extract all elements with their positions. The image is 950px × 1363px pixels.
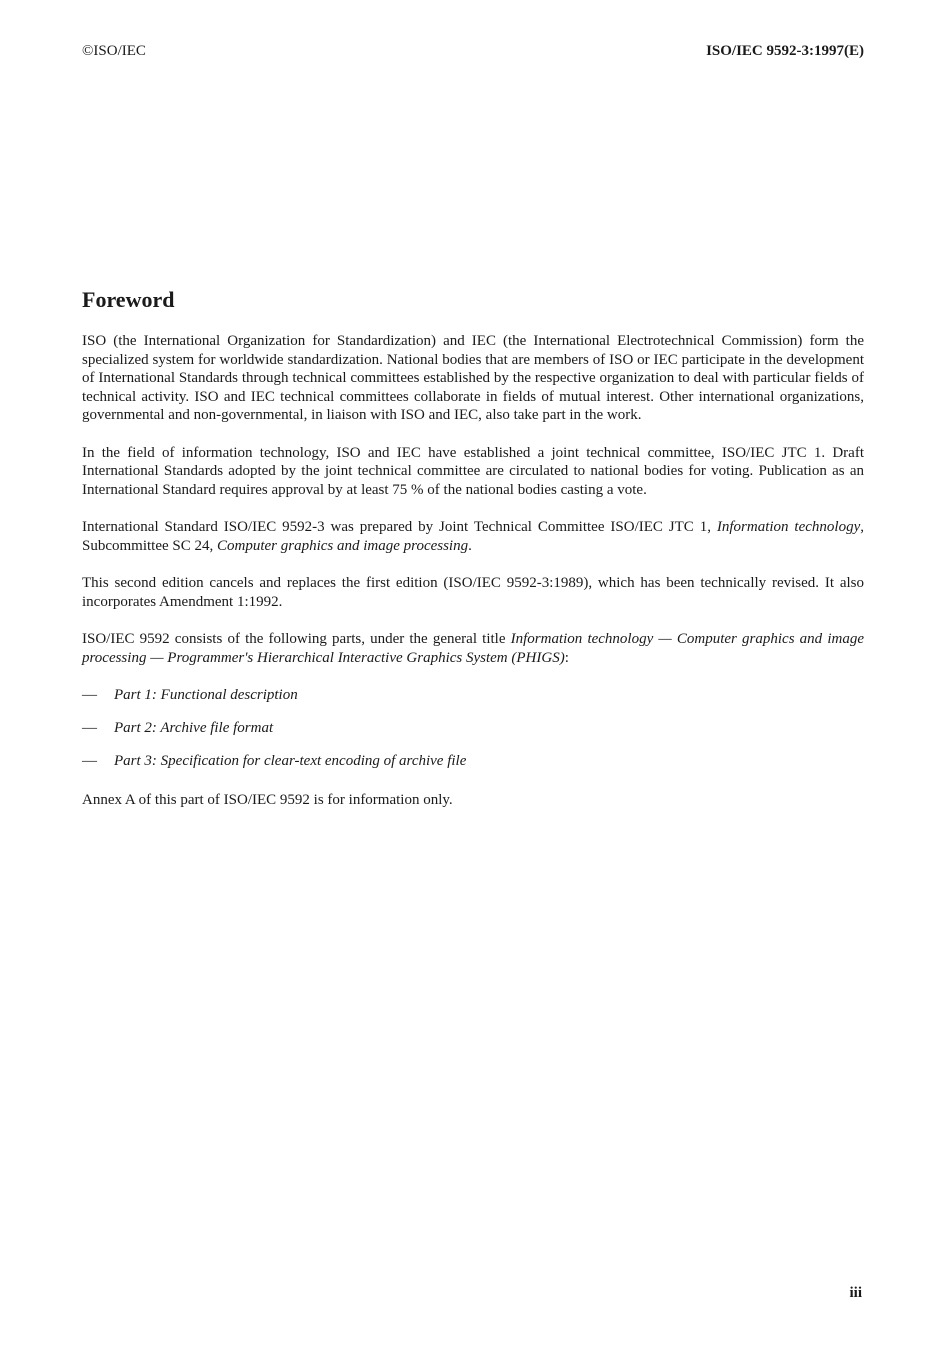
preparation-title-information-technology: Information technology <box>716 519 861 535</box>
parts-intro-text-c: : <box>564 649 569 666</box>
page-title: Foreword <box>82 287 175 312</box>
preparation-title-computer-graphics: Computer graphics and image processing <box>217 537 469 554</box>
paragraph-edition: This second edition cancels and replaces the first edition (ISO/IEC 9592-3:1989), which has been technically revised. It also incorporates Amendment 1:1992. <box>82 575 864 610</box>
page-number: iii <box>849 1285 862 1301</box>
list-item-text: Part 1: Functional description <box>114 687 298 703</box>
parts-general-title: Information technology — Computer graphics and image processing — Programmer's Hierarchical Interactive Graphics System (PHIGS) <box>82 631 864 666</box>
list-item-text: Part 2: Archive file format <box>114 720 274 736</box>
list-item-part-3 <box>82 752 864 771</box>
list-dash: — <box>82 687 97 703</box>
list-item-part-1 <box>82 686 864 705</box>
preparation-text-e: . <box>468 537 472 554</box>
list-dash: — <box>82 720 97 736</box>
paragraph-preparation <box>82 518 864 555</box>
list-item-text: Part 3: Specification for clear-text encoding of archive file <box>114 753 467 769</box>
preparation-text-a: International Standard ISO/IEC 9592-3 was prepared by Joint Technical Committee ISO/IEC JTC 1, <box>82 519 717 535</box>
parts-intro-text-a: ISO/IEC 9592 consists of the following parts, under the general title <box>82 631 511 647</box>
header-document-id: ISO/IEC 9592-3:1997(E) <box>706 43 864 59</box>
paragraph-jtc1: In the field of information technology, ISO and IEC have established a joint technical committee, ISO/IEC JTC 1. Draft International Standards adopted by the joint technical committee are circulated to national bodies for voting. Publication as an International Standard requires approval by at least 75 % of the national bodies casting a vote. <box>82 444 864 498</box>
preparation-text-c: , Subcommittee SC 24, <box>82 519 864 554</box>
paragraph-parts-intro <box>82 630 864 667</box>
header-copyright: ©ISO/IEC <box>82 43 146 59</box>
list-dash: — <box>82 753 97 769</box>
foreword-section <box>82 284 864 828</box>
paragraph-annex: Annex A of this part of ISO/IEC 9592 is for information only. <box>82 791 453 808</box>
paragraph-iso-iec-intro: ISO (the International Organization for Standardization) and IEC (the International Electrotechnical Commission) form the specialized system for worldwide standardization. National bodies that are members of ISO or IEC participate in the development of International Standards through technical committees established by the respective organization to deal with particular fields of technical activity. ISO and IEC technical committees collaborate in fields of mutual interest. Other international organizations, governmental and non-governmental, in liaison with ISO and IEC, also take part in the work. <box>82 333 864 423</box>
list-item-part-2 <box>82 719 864 738</box>
